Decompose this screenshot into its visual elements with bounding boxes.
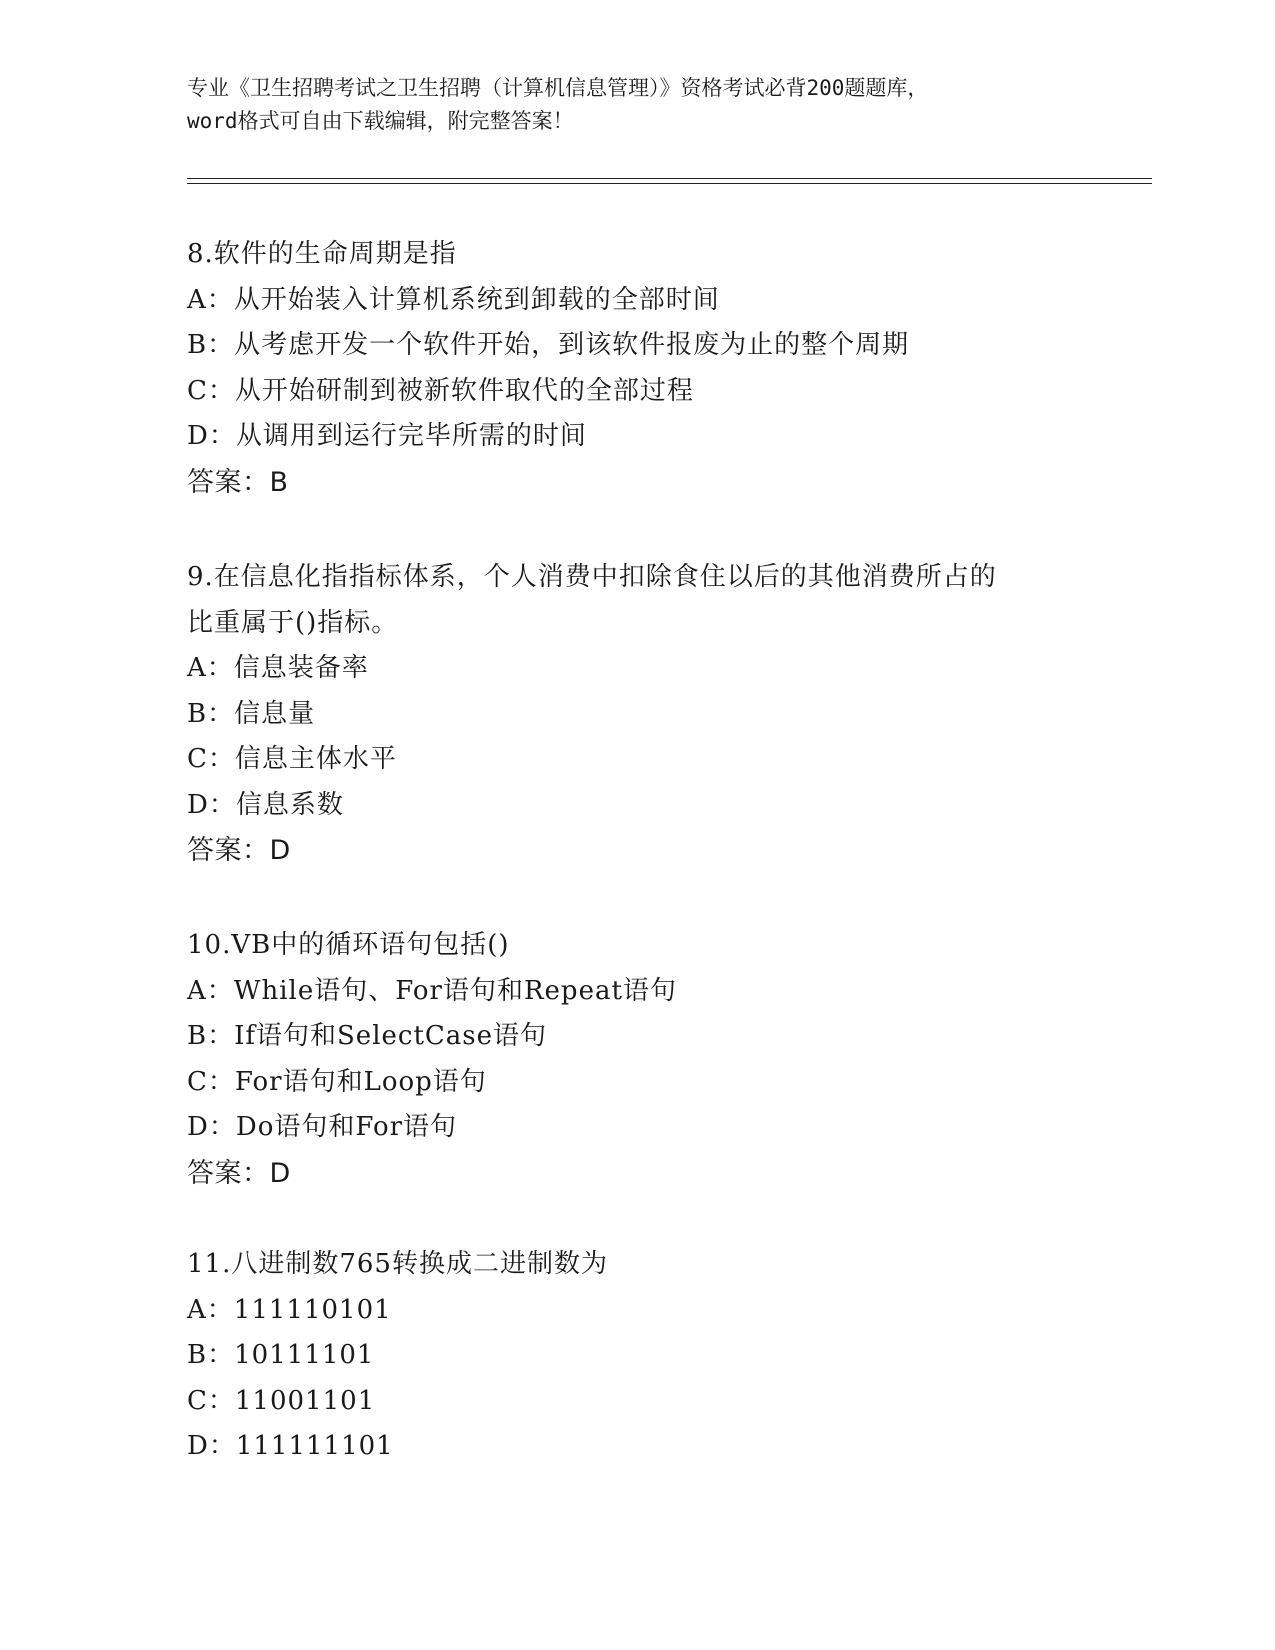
option-b: B：10111101	[187, 1340, 375, 1370]
question-title: 8.软件的生命周期是指	[187, 239, 457, 269]
question-8	[187, 232, 1087, 505]
option-a: A：从开始装入计算机系统到卸载的全部时间	[187, 284, 720, 315]
question-title: 10.VB中的循环语句包括()	[187, 930, 510, 960]
option-a: A：信息装备率	[187, 653, 369, 683]
option-b: B：信息量	[187, 698, 316, 729]
question-11	[187, 1242, 1087, 1470]
document-header	[187, 72, 1087, 138]
option-c: C：11001101	[187, 1385, 376, 1416]
option-c: C：从开始研制到被新软件取代的全部过程	[187, 375, 694, 406]
option-c: C：For语句和Loop语句	[187, 1066, 487, 1097]
option-b: B：从考虑开发一个软件开始，到该软件报废为止的整个周期	[187, 330, 910, 360]
option-b: B：If语句和SelectCase语句	[187, 1021, 548, 1051]
option-a: A：While语句、For语句和Repeat语句	[187, 975, 677, 1006]
answer: 答案：D	[187, 1157, 291, 1189]
question-10	[187, 923, 1087, 1196]
header-divider-bottom	[187, 183, 1152, 184]
header-line-1: 专业《卫生招聘考试之卫生招聘（计算机信息管理）》资格考试必背200题题库，	[187, 76, 929, 100]
answer: 答案：D	[187, 835, 291, 866]
header-line-2: word格式可自由下载编辑，附完整答案！	[187, 109, 574, 133]
option-d: D：信息系数	[187, 789, 344, 820]
question-9	[187, 555, 1087, 874]
header-divider-top	[187, 178, 1152, 179]
option-a: A：111110101	[187, 1294, 392, 1325]
option-c: C：信息主体水平	[187, 744, 397, 774]
answer: 答案：B	[187, 466, 289, 498]
option-d: D：从调用到运行完毕所需的时间	[187, 421, 587, 451]
question-title-cont: 比重属于()指标。	[187, 607, 399, 638]
question-title: 9.在信息化指指标体系，个人消费中扣除食住以后的其他消费所占的	[187, 562, 997, 592]
option-d: D：Do语句和For语句	[187, 1112, 458, 1142]
question-title: 11.八进制数765转换成二进制数为	[187, 1249, 608, 1279]
option-d: D：111111101	[187, 1431, 394, 1461]
